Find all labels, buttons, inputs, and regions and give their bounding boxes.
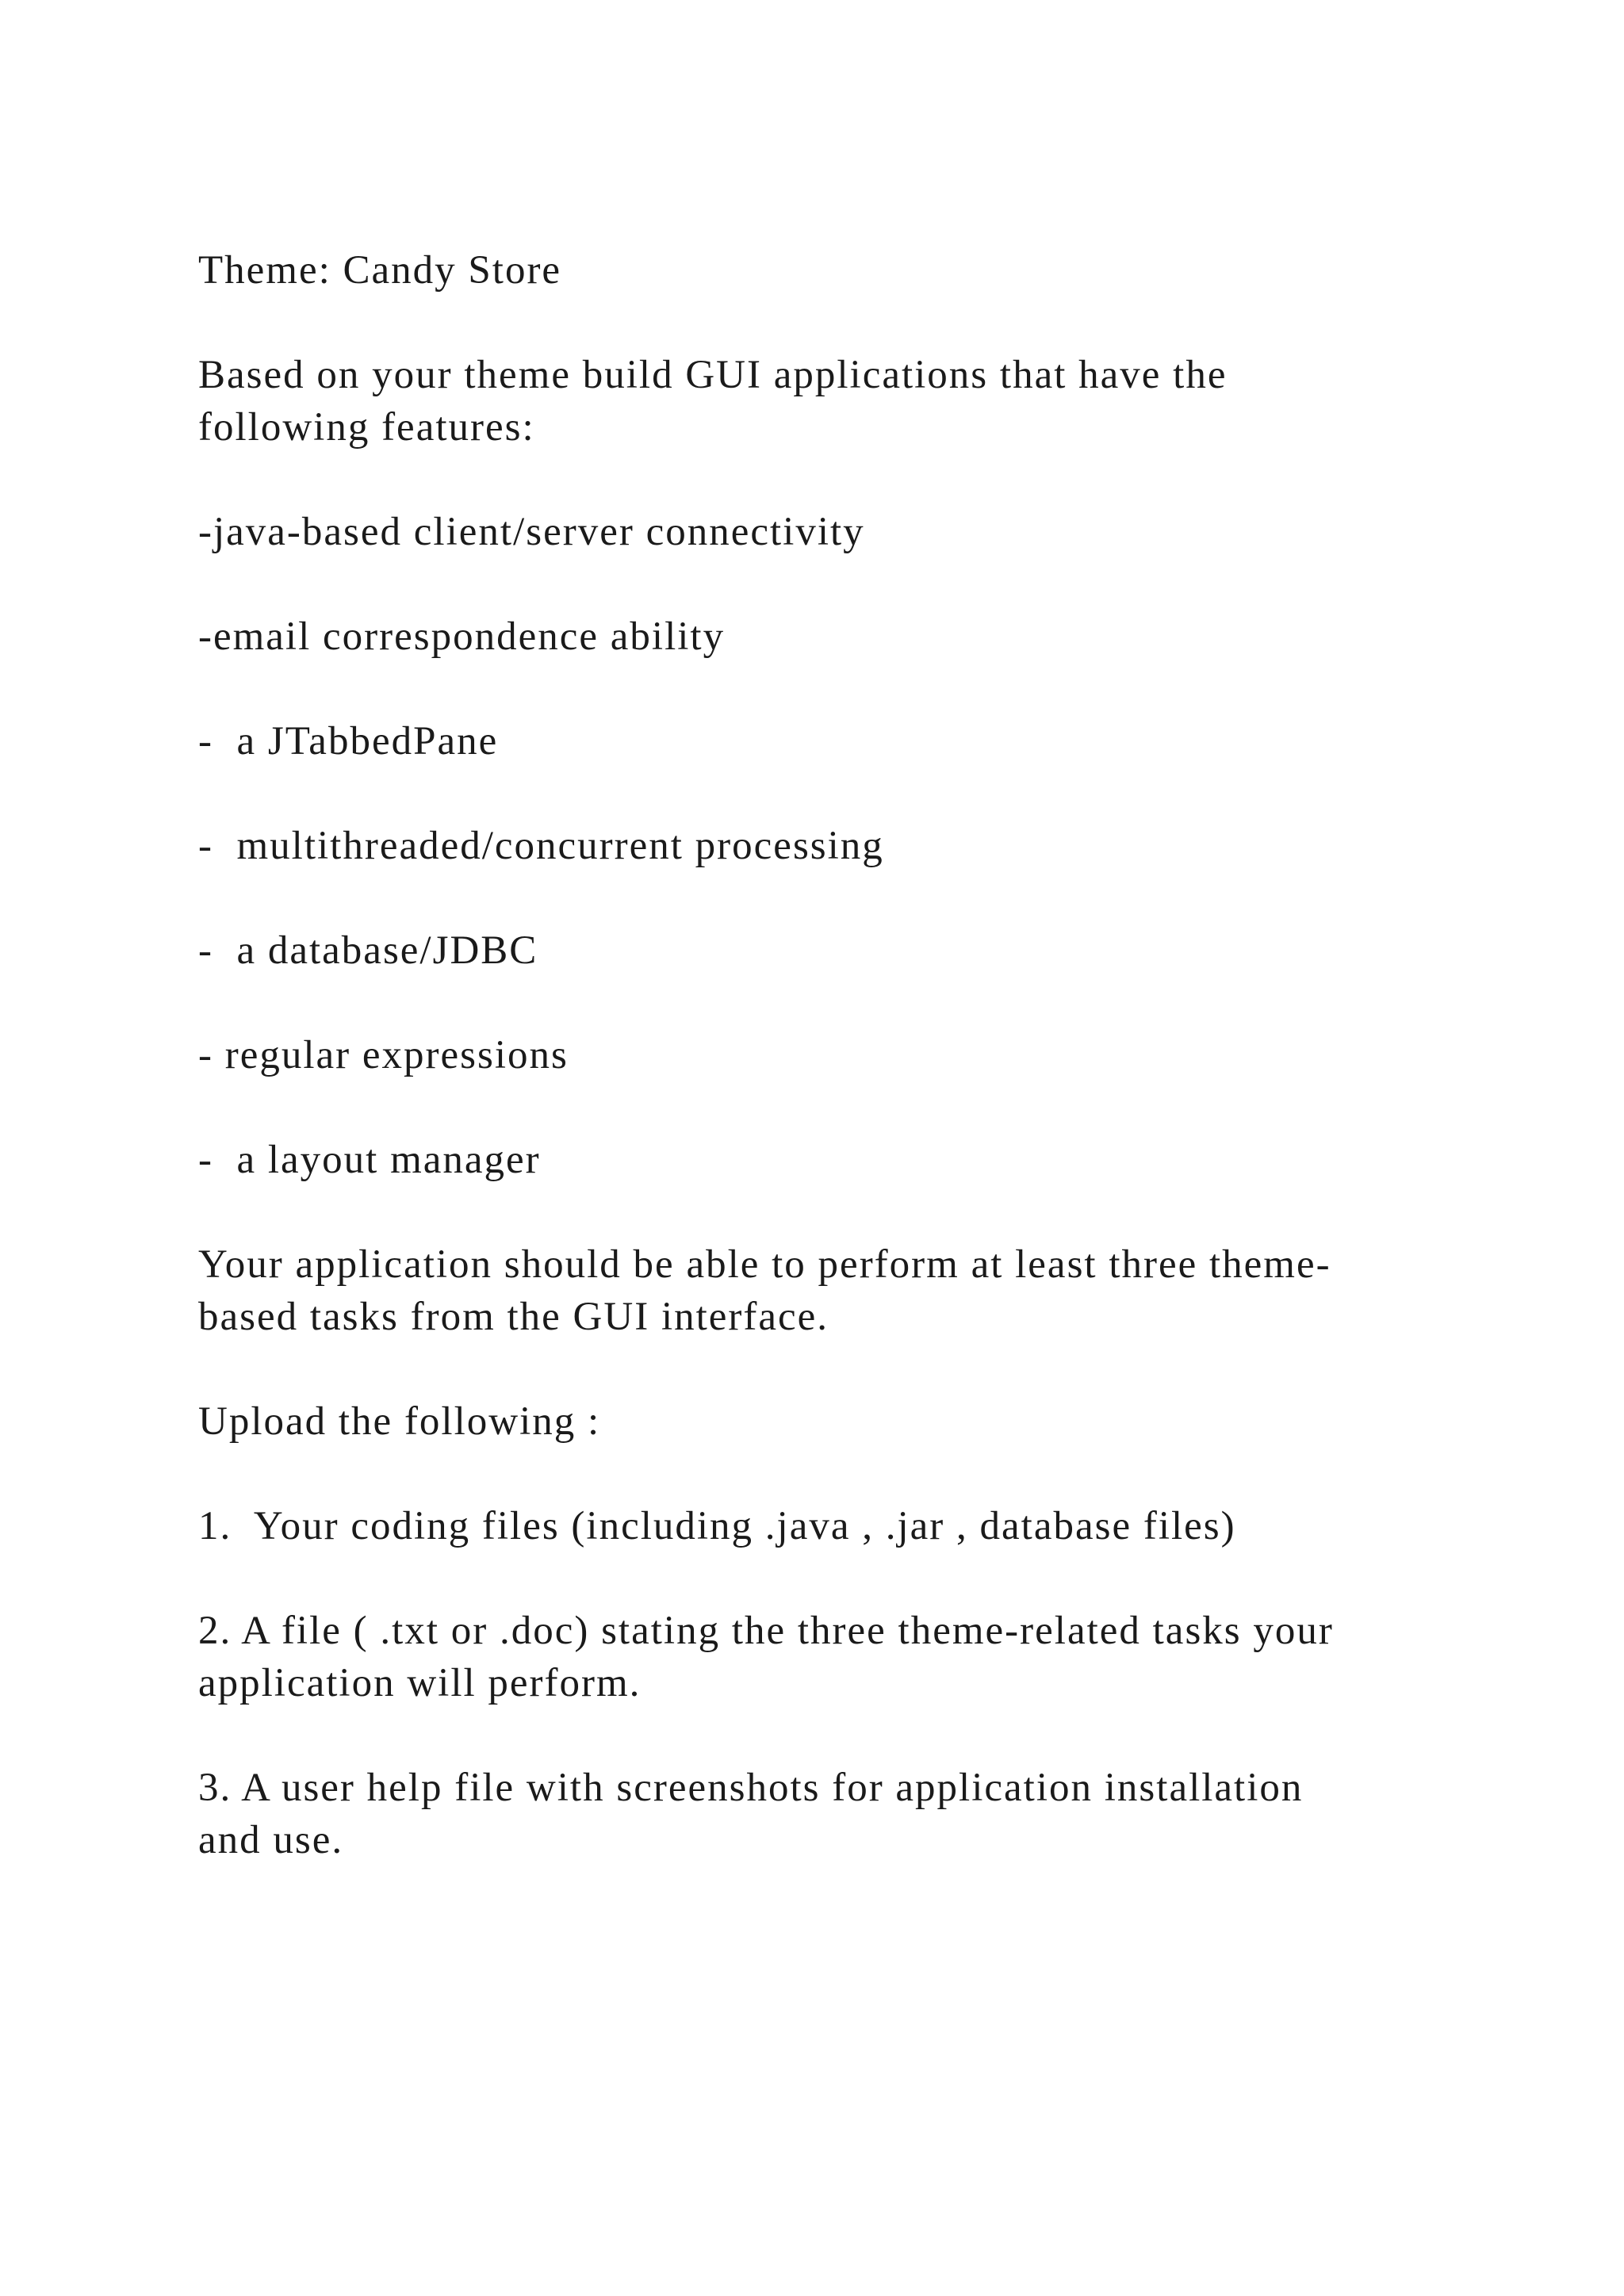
feature-item: -java-based client/server connectivity bbox=[198, 510, 865, 554]
tasks-paragraph bbox=[198, 1238, 1467, 1343]
feature-item: - a layout manager bbox=[198, 1138, 541, 1182]
intro-line-2: following features: bbox=[198, 405, 535, 450]
upload-item bbox=[198, 1605, 1467, 1709]
intro-line-1: Based on your theme build GUI applications that have the bbox=[198, 353, 1228, 397]
upload-item bbox=[198, 1762, 1467, 1866]
feature-item: - multithreaded/concurrent processing bbox=[198, 824, 884, 868]
upload-item-line-2: and use. bbox=[198, 1818, 344, 1862]
tasks-line-2: based tasks from the GUI interface. bbox=[198, 1295, 829, 1339]
upload-item bbox=[198, 1500, 1467, 1552]
upload-item-line-1: 1. Your coding files (including .java , .jar , database files) bbox=[198, 1504, 1236, 1548]
upload-item-line-1: 2. A file ( .txt or .doc) stating the three theme-related tasks your bbox=[198, 1609, 1334, 1653]
feature-item: - a JTabbedPane bbox=[198, 719, 499, 763]
feature-item: -email correspondence ability bbox=[198, 614, 726, 659]
feature-item: - a database/JDBC bbox=[198, 928, 538, 973]
upload-item-line-1: 3. A user help file with screenshots for application installation bbox=[198, 1766, 1304, 1810]
document-body bbox=[198, 244, 1467, 1866]
feature-item: - regular expressions bbox=[198, 1033, 569, 1077]
tasks-line-1: Your application should be able to perform at least three theme- bbox=[198, 1242, 1331, 1287]
upload-heading: Upload the following : bbox=[198, 1399, 601, 1444]
theme-line: Theme: Candy Store bbox=[198, 248, 562, 293]
upload-item-line-2: application will perform. bbox=[198, 1661, 642, 1705]
intro-paragraph bbox=[198, 349, 1467, 453]
